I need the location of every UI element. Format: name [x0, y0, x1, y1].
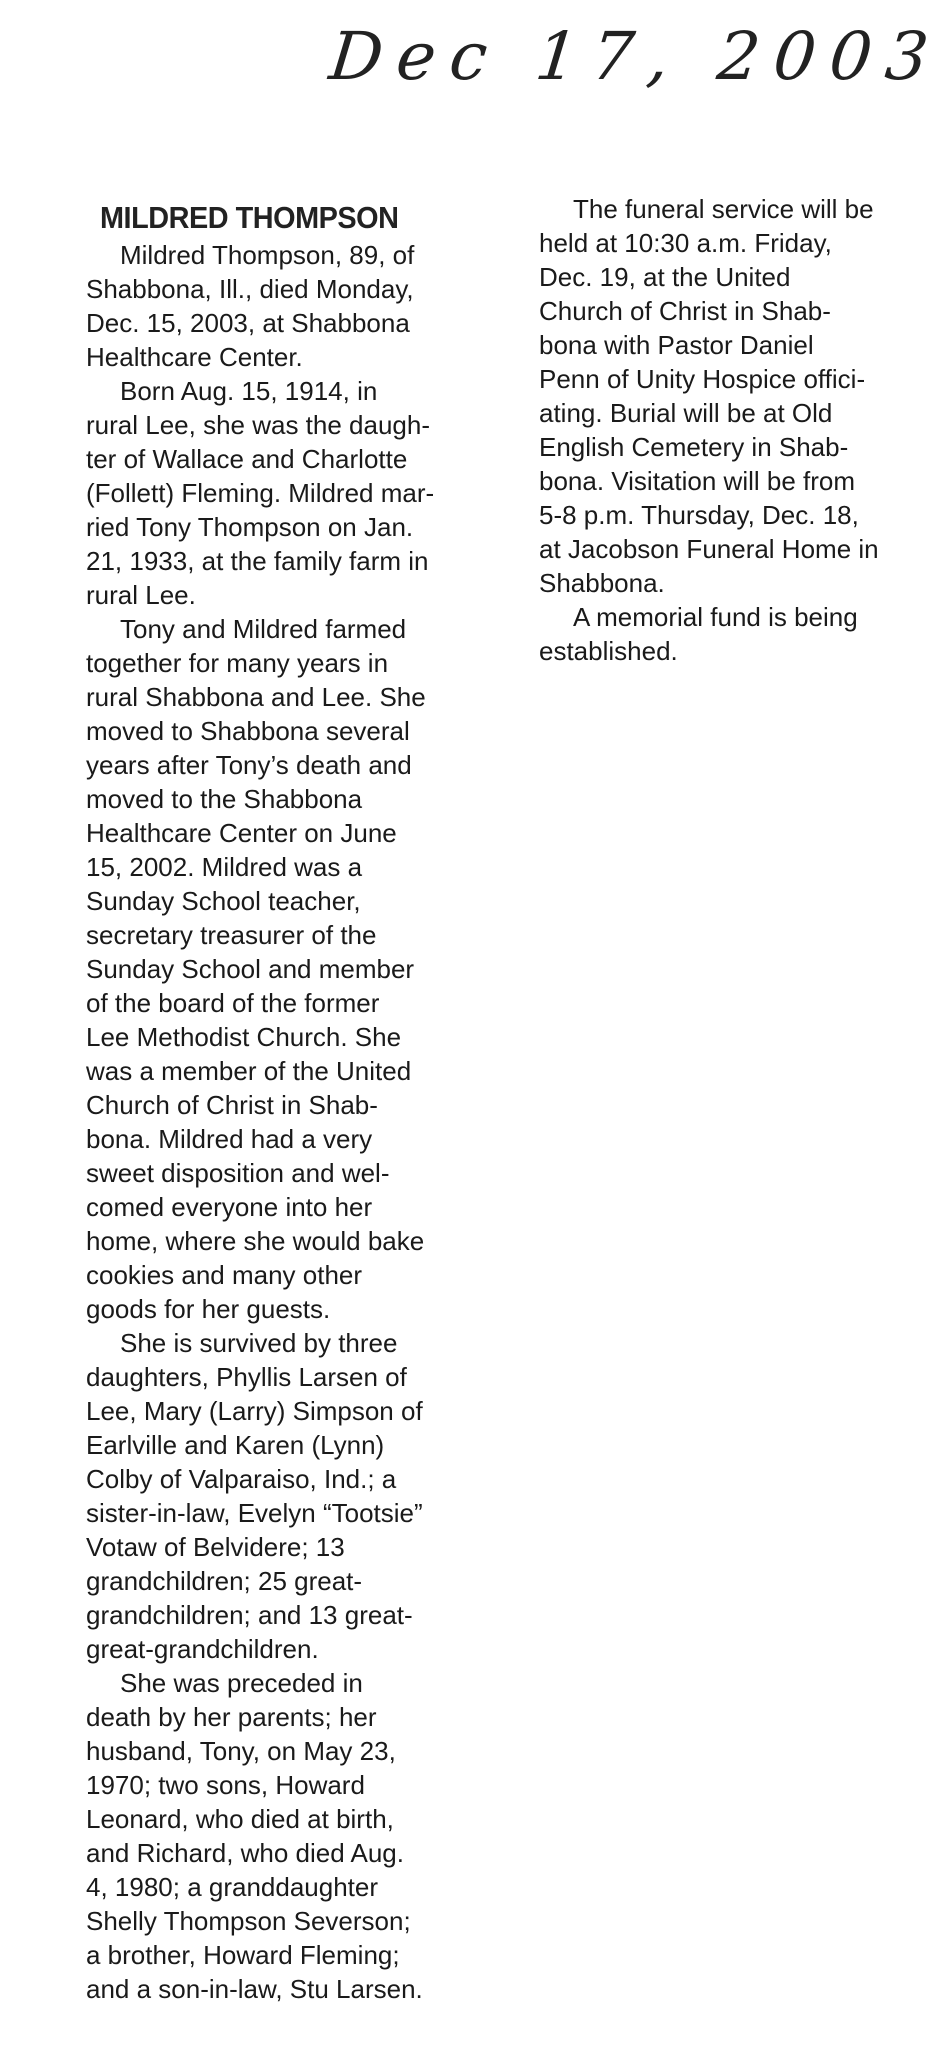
text-line: Earlville and Karen (Lynn)	[86, 1430, 385, 1460]
text-line: A memorial fund is being	[573, 602, 858, 632]
text-line: at Jacobson Funeral Home in	[539, 534, 879, 564]
text-line: Church of Christ in Shab-	[86, 1090, 378, 1120]
text-line: grandchildren; 25 great-	[86, 1566, 363, 1596]
text-line: years after Tony’s death and	[86, 750, 412, 780]
text-line: rural Shabbona and Lee. She	[86, 682, 426, 712]
text-line: Leonard, who died at birth,	[86, 1804, 394, 1834]
text-line: together for many years in	[86, 648, 389, 678]
text-line: 15, 2002. Mildred was a	[86, 852, 363, 882]
text-line: Votaw of Belvidere; 13	[86, 1532, 345, 1562]
text-line: Healthcare Center.	[86, 342, 303, 372]
text-line: Sunday School and member	[86, 954, 415, 984]
text-line: goods for her guests.	[86, 1294, 331, 1324]
text-line: grandchildren; and 13 great-	[86, 1600, 413, 1630]
text-line: and Richard, who died Aug.	[86, 1838, 404, 1868]
text-line: Sunday School teacher,	[86, 886, 361, 916]
text-line: Tony and Mildred farmed	[120, 614, 407, 644]
text-line: Born Aug. 15, 1914, in	[120, 376, 378, 406]
text-line: bona. Visitation will be from	[539, 466, 856, 496]
text-line: established.	[539, 636, 678, 666]
text-line: Shabbona.	[539, 568, 665, 598]
text-line: Lee, Mary (Larry) Simpson of	[86, 1396, 423, 1426]
obituary-left-column	[86, 238, 434, 2006]
text-line: (Follett) Fleming. Mildred mar-	[86, 478, 435, 508]
text-line: English Cemetery in Shab-	[539, 432, 849, 462]
text-line: Dec. 15, 2003, at Shabbona	[86, 308, 410, 338]
text-line: secretary treasurer of the	[86, 920, 377, 950]
text-line: 4, 1980; a granddaughter	[86, 1872, 379, 1902]
text-line: held at 10:30 a.m. Friday,	[539, 228, 832, 258]
text-line: comed everyone into her	[86, 1192, 373, 1222]
text-line: daughters, Phyllis Larsen of	[86, 1362, 407, 1392]
text-line: rural Lee, she was the daugh-	[86, 410, 430, 440]
text-line: bona with Pastor Daniel	[539, 330, 814, 360]
text-line: sister-in-law, Evelyn “Tootsie”	[86, 1498, 423, 1528]
text-line: Dec. 19, at the United	[539, 262, 791, 292]
text-line: Mildred Thompson, 89, of	[120, 240, 415, 270]
text-line: Penn of Unity Hospice offici-	[539, 364, 866, 394]
text-line: She was preceded in	[120, 1668, 363, 1698]
text-line: Colby of Valparaiso, Ind.; a	[86, 1464, 397, 1494]
text-line: ter of Wallace and Charlotte	[86, 444, 408, 474]
text-line: Shabbona, Ill., died Monday,	[86, 274, 414, 304]
handwritten-date: Dec 17, 2003	[325, 18, 946, 95]
text-line: 1970; two sons, Howard	[86, 1770, 365, 1800]
text-line: ried Tony Thompson on Jan.	[86, 512, 414, 542]
text-line: of the board of the former	[86, 988, 380, 1018]
text-line: 5-8 p.m. Thursday, Dec. 18,	[539, 500, 859, 530]
obituary-title: MILDRED THOMPSON	[100, 200, 399, 235]
text-line: ating. Burial will be at Old	[539, 398, 833, 428]
text-line: death by her parents; her	[86, 1702, 377, 1732]
text-line: Healthcare Center on June	[86, 818, 397, 848]
text-line: a brother, Howard Fleming;	[86, 1940, 400, 1970]
text-line: was a member of the United	[86, 1056, 412, 1086]
text-line: home, where she would bake	[86, 1226, 425, 1256]
text-line: Lee Methodist Church. She	[86, 1022, 402, 1052]
text-line: moved to the Shabbona	[86, 784, 363, 814]
text-line: The funeral service will be	[573, 194, 874, 224]
text-line: cookies and many other	[86, 1260, 363, 1290]
text-line: 21, 1933, at the family farm in	[86, 546, 429, 576]
obituary-right-column	[539, 192, 879, 668]
text-line: Shelly Thompson Severson;	[86, 1906, 411, 1936]
text-line: sweet disposition and wel-	[86, 1158, 390, 1188]
text-line: rural Lee.	[86, 580, 196, 610]
text-line: and a son-in-law, Stu Larsen.	[86, 1974, 423, 2004]
text-line: husband, Tony, on May 23,	[86, 1736, 396, 1766]
text-line: bona. Mildred had a very	[86, 1124, 373, 1154]
text-line: great-grandchildren.	[86, 1634, 319, 1664]
text-line: moved to Shabbona several	[86, 716, 410, 746]
text-line: Church of Christ in Shab-	[539, 296, 831, 326]
text-line: She is survived by three	[120, 1328, 398, 1358]
